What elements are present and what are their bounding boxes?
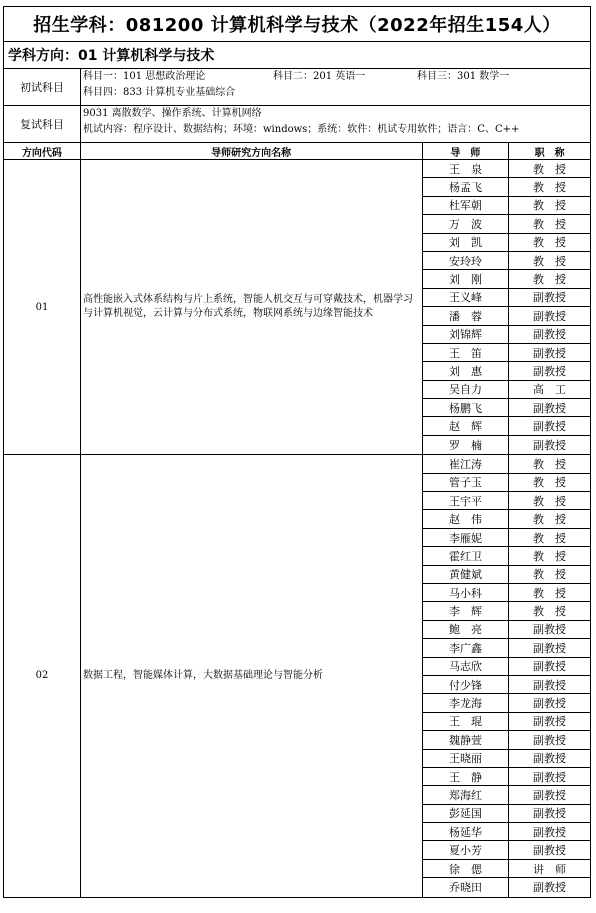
tutor-title: 副教授 bbox=[533, 733, 566, 747]
direction-group bbox=[4, 455, 590, 896]
tutor-name: 王宇平 bbox=[423, 492, 509, 509]
tutor-title: 副教授 bbox=[533, 844, 566, 858]
tutor-title: 副教授 bbox=[533, 641, 566, 655]
tutor-title: 副教授 bbox=[533, 439, 566, 453]
tutor-name: 王 笛 bbox=[423, 344, 509, 361]
retest-subjects: 9031 离散数学、操作系统、计算机网络 bbox=[83, 108, 262, 119]
table-row bbox=[423, 878, 590, 896]
initial-exam-row bbox=[4, 69, 590, 106]
tutor-name: 乔晓田 bbox=[423, 878, 509, 896]
tutor-title: 副教授 bbox=[533, 309, 566, 323]
tutor-name: 王晓丽 bbox=[423, 750, 509, 767]
tutor-name: 李雁妮 bbox=[423, 529, 509, 546]
header-code: 方向代码 bbox=[4, 143, 81, 159]
direction-name bbox=[81, 455, 423, 896]
tutor-title: 副教授 bbox=[533, 660, 566, 674]
tutor-title: 副教授 bbox=[533, 346, 566, 360]
tutor-name: 马志欣 bbox=[423, 658, 509, 675]
tutor-title: 教 授 bbox=[533, 513, 566, 527]
tutor-name: 崔江涛 bbox=[423, 455, 509, 472]
table-row bbox=[423, 326, 590, 344]
tutor-name: 马小科 bbox=[423, 584, 509, 601]
tutor-name: 鲍 亮 bbox=[423, 621, 509, 638]
tutor-title: 副教授 bbox=[533, 807, 566, 821]
tutor-name: 潘 蓉 bbox=[423, 307, 509, 324]
tutor-name: 赵 辉 bbox=[423, 417, 509, 434]
table-row bbox=[423, 713, 590, 731]
table-row bbox=[423, 639, 590, 657]
tutor-title: 副教授 bbox=[533, 328, 566, 342]
table-row bbox=[423, 750, 590, 768]
table-row bbox=[423, 823, 590, 841]
table-row bbox=[423, 234, 590, 252]
tutor-title: 教 授 bbox=[533, 273, 566, 287]
header-title: 职 称 bbox=[534, 147, 565, 159]
tutor-title: 教 授 bbox=[533, 199, 566, 213]
table-row bbox=[423, 786, 590, 804]
retest-label: 复试科目 bbox=[4, 106, 81, 142]
table-row bbox=[423, 860, 590, 878]
tutor-name: 付少锋 bbox=[423, 676, 509, 693]
tutor-title: 教 授 bbox=[533, 605, 566, 619]
tutor-title: 教 授 bbox=[533, 476, 566, 490]
tutor-name: 王 泉 bbox=[423, 160, 509, 177]
table-row bbox=[423, 474, 590, 492]
table-row bbox=[423, 731, 590, 749]
tutor-name: 杨鹏飞 bbox=[423, 399, 509, 416]
tutor-name: 吴自力 bbox=[423, 381, 509, 398]
direction-groups bbox=[4, 160, 590, 897]
tutor-name: 王 琨 bbox=[423, 713, 509, 730]
tutor-name: 彭延国 bbox=[423, 805, 509, 822]
tutor-title: 高 工 bbox=[533, 383, 566, 397]
tutor-title: 讲 师 bbox=[533, 862, 566, 876]
tutor-name: 罗 楠 bbox=[423, 436, 509, 454]
tutor-name: 万 波 bbox=[423, 215, 509, 232]
retest-machine-test: 机试内容：程序设计、数据结构；环境：windows；系统：软件：机试专用软件；语言：C、C++ bbox=[83, 124, 520, 135]
tutor-title: 副教授 bbox=[533, 881, 566, 895]
tutor-title: 教 授 bbox=[533, 181, 566, 195]
tutor-name: 刘 凯 bbox=[423, 234, 509, 251]
tutor-name: 霍红卫 bbox=[423, 547, 509, 564]
tutor-title: 副教授 bbox=[533, 825, 566, 839]
table-row bbox=[423, 215, 590, 233]
header-direction-name: 导师研究方向名称 bbox=[81, 143, 423, 159]
tutor-list bbox=[423, 160, 590, 454]
tutor-title: 教 授 bbox=[533, 162, 566, 176]
direction-name bbox=[81, 160, 423, 454]
direction-group bbox=[4, 160, 590, 455]
tutor-name: 郑海红 bbox=[423, 786, 509, 803]
table-row bbox=[423, 160, 590, 178]
tutor-title: 副教授 bbox=[533, 623, 566, 637]
tutor-name: 夏小芳 bbox=[423, 841, 509, 858]
table-row bbox=[423, 841, 590, 859]
table-row bbox=[423, 676, 590, 694]
table-row bbox=[423, 694, 590, 712]
table-row bbox=[423, 768, 590, 786]
tutor-name: 安玲玲 bbox=[423, 252, 509, 269]
page-title: 招生学科：081200 计算机科学与技术（2022年招生154人） bbox=[4, 7, 590, 42]
tutor-title: 教 授 bbox=[533, 568, 566, 582]
tutor-name: 刘锦辉 bbox=[423, 326, 509, 343]
tutor-name: 黄健斌 bbox=[423, 566, 509, 583]
table-row bbox=[423, 307, 590, 325]
tutor-name: 徐 偲 bbox=[423, 860, 509, 877]
tutor-name: 刘 刚 bbox=[423, 270, 509, 287]
tutor-list bbox=[423, 455, 590, 896]
tutor-name: 王义峰 bbox=[423, 289, 509, 306]
table-row bbox=[423, 492, 590, 510]
direction-name-text: 高性能嵌入式体系结构与片上系统，智能人机交互与可穿戴技术，机器学习与计算机视觉，云计算与分布式系统，物联网系统与边缘智能技术 bbox=[83, 294, 413, 320]
table-row bbox=[423, 621, 590, 639]
table-row bbox=[423, 584, 590, 602]
table-row bbox=[423, 805, 590, 823]
tutor-title: 副教授 bbox=[533, 715, 566, 729]
discipline-direction: 学科方向：01 计算机科学与技术 bbox=[4, 42, 590, 69]
table-row bbox=[423, 455, 590, 473]
tutor-name: 赵 伟 bbox=[423, 510, 509, 527]
table-row bbox=[423, 270, 590, 288]
tutor-name: 王 静 bbox=[423, 768, 509, 785]
header-tutor: 导 师 bbox=[423, 143, 510, 159]
tutor-name: 李 辉 bbox=[423, 602, 509, 619]
tutor-title: 副教授 bbox=[533, 788, 566, 802]
tutor-title: 副教授 bbox=[533, 678, 566, 692]
table-row bbox=[423, 252, 590, 270]
tutor-title: 教 授 bbox=[533, 549, 566, 563]
tutor-name: 杜军朝 bbox=[423, 197, 509, 214]
table-row bbox=[423, 178, 590, 196]
direction-name-text: 数据工程，智能媒体计算，大数据基础理论与智能分析 bbox=[83, 669, 323, 681]
table-row bbox=[423, 381, 590, 399]
table-row bbox=[423, 658, 590, 676]
retest-row bbox=[4, 106, 590, 143]
tutor-title: 副教授 bbox=[533, 420, 566, 434]
tutor-name: 李广鑫 bbox=[423, 639, 509, 656]
table-row bbox=[423, 436, 590, 454]
tutor-title: 教 授 bbox=[533, 236, 566, 250]
exam-subject-2: 科目二：201 英语一 bbox=[273, 71, 366, 82]
exam-subject-4: 科目四：833 计算机专业基础综合 bbox=[83, 87, 236, 98]
table-row bbox=[423, 197, 590, 215]
tutor-title: 副教授 bbox=[533, 770, 566, 784]
direction-code: 02 bbox=[4, 455, 81, 896]
tutor-name: 魏静萱 bbox=[423, 731, 509, 748]
tutor-name: 刘 惠 bbox=[423, 362, 509, 379]
tutor-title: 副教授 bbox=[533, 364, 566, 378]
initial-exam-subjects bbox=[81, 69, 590, 105]
tutor-title: 教 授 bbox=[533, 494, 566, 508]
tutor-name: 杨孟飞 bbox=[423, 178, 509, 195]
tutor-title: 教 授 bbox=[533, 457, 566, 471]
table-row bbox=[423, 529, 590, 547]
table-row bbox=[423, 547, 590, 565]
tutor-title: 教 授 bbox=[533, 254, 566, 268]
table-row bbox=[423, 289, 590, 307]
direction-code: 01 bbox=[4, 160, 81, 454]
admission-table bbox=[3, 6, 591, 898]
tutor-name: 杨延华 bbox=[423, 823, 509, 840]
tutor-title: 副教授 bbox=[533, 697, 566, 711]
tutor-name: 李龙海 bbox=[423, 694, 509, 711]
table-row bbox=[423, 362, 590, 380]
exam-subject-3: 科目三：301 数学一 bbox=[417, 71, 510, 82]
table-row bbox=[423, 602, 590, 620]
exam-subject-1: 科目一：101 思想政治理论 bbox=[83, 71, 206, 82]
table-row bbox=[423, 417, 590, 435]
tutor-title: 教 授 bbox=[533, 531, 566, 545]
table-header bbox=[4, 143, 590, 160]
table-row bbox=[423, 510, 590, 528]
tutor-title: 教 授 bbox=[533, 217, 566, 231]
initial-exam-label: 初试科目 bbox=[4, 69, 81, 105]
table-row bbox=[423, 344, 590, 362]
table-row bbox=[423, 566, 590, 584]
tutor-title: 副教授 bbox=[533, 291, 566, 305]
tutor-title: 副教授 bbox=[533, 752, 566, 766]
table-row bbox=[423, 399, 590, 417]
tutor-title: 副教授 bbox=[533, 401, 566, 415]
tutor-name: 管子玉 bbox=[423, 474, 509, 491]
retest-content bbox=[81, 106, 590, 142]
tutor-title: 教 授 bbox=[533, 586, 566, 600]
